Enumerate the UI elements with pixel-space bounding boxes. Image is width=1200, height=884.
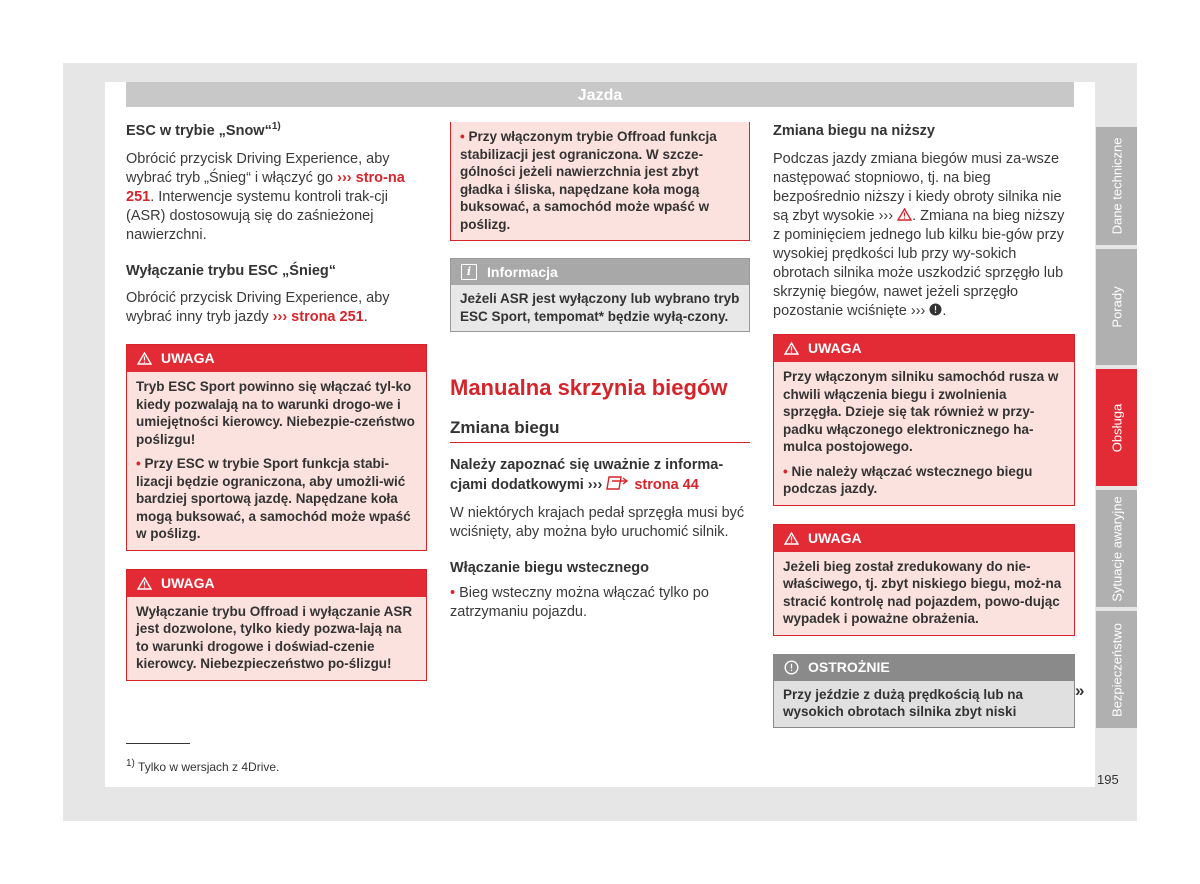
info-header: i Informacja [451,259,749,285]
caution-body: Przy jeździe z dużą prędkością lub na wysokich obrotach silnika zbyt niski [774,681,1074,727]
info-icon: i [461,264,477,280]
warning-triangle-icon [897,208,912,221]
tab-obsluga[interactable]: Obsługa [1096,369,1137,486]
book-reference-icon [606,475,630,491]
page-link[interactable]: ››› stro-na 251 [126,170,405,205]
caution-circle-icon [929,303,942,316]
warning-triangle-icon [784,342,799,355]
warning-box [126,344,427,551]
column-right [773,122,1075,728]
heading-esc-snow-off: Wyłączanie trybu ESC „Śnieg“ [126,263,337,279]
warning-triangle-icon [137,352,152,365]
warning-body: Przy włączonym silniku samochód rusza w chwili włączenia biegu i zwolnienia sprzęgła. Dzieje się tak również w przy-padku włączonego elektronicznego ha-mulca postojowego. • Nie należy włączać wstecznego biegu podczas jazdy. [774,362,1074,505]
tab-bezpieczenstwo[interactable]: Bezpieczeństwo [1096,611,1137,728]
heading-downshift: Zmiana biegu na niższy [773,123,935,139]
warning-header: UWAGA [774,525,1074,552]
info-box [450,258,750,332]
caution-box [773,654,1075,728]
warning-triangle-icon [137,577,152,590]
chapter-header: Jazda [126,82,1074,107]
warning-triangle-icon [784,532,799,545]
paragraph-esc-snow: Obrócić przycisk Driving Experience, aby wybrać tryb „Śnieg“ i włączyć go ››› stro-na 251. Interwencje systemu kontroli trak-cji (ASR) dostosowują się do zaśnieżonej nawierzchni. [126,151,405,243]
bullet-reverse-gear: • Bieg wsteczny można włączać tylko po zatrzymaniu pojazdu. [450,585,709,620]
footnote-divider [126,743,190,744]
warning-box-continued [450,122,750,241]
warning-body: • Przy włączonym trybie Offroad funkcja stabilizacji jest ograniczona. W szcze-gólności jeżeli nawierzchnia jest zbyt gładka i śliska, napędzane koła mogą buksować, a samochód może wpaść w poślizg. [451,122,749,240]
warning-header: UWAGA [127,570,426,597]
tab-dane-techniczne[interactable]: Dane techniczne [1096,127,1137,245]
page-link[interactable]: ››› strona 251 [272,309,364,325]
heading-esc-snow: ESC w trybie „Snow“$^{1)}$ [126,121,281,139]
paragraph-downshift: Podczas jazdy zmiana biegów musi za-wsze następować stopniowo, tj. na bieg bezpośrednio niższy i kiedy obroty silnika nie są zbyt wysokie ››› . Zmiana na bieg niższy z pominięciem jednego lub kilku bie-gów przy wysokiej prędkości lub przy wy-sokich obrotach silnika może uszkodzić sprzęgło lub skrzynię biegów, nawet jeżeli sprzęgło pozostanie wciśnięte ››› . [773,151,1065,319]
warning-header: UWAGA [774,335,1074,362]
warning-body: Tryb ESC Sport powinno się włączać tyl-ko kiedy pozwalają na to warunki drogo-we i umiejętności kierowcy. Niebezpie-czeństwo poślizgu! • Przy ESC w trybie Sport funkcja stabi-lizacji będzie ograniczona, aby umożli-wić bardziej sportową jazdę. Napędzane koła mogą buksować, a samochód może wpaść w poślizg. [127,372,426,550]
page-link[interactable]: strona 44 [634,477,699,493]
warning-box [126,569,427,681]
subsection-title: Zmiana biegu [450,417,750,443]
section-title: Manualna skrzynia biegów [450,375,728,400]
tab-sytuacje-awaryjne[interactable]: Sytuacje awaryjne [1096,490,1137,607]
paragraph-esc-snow-off: Obrócić przycisk Driving Experience, aby wybrać inny tryb jazdy ››› strona 251. [126,290,390,325]
warning-body: Wyłączanie trybu Offroad i wyłączanie ASR jest dozwolone, tylko kiedy pozwa-lają na to warunki drogowe i doświad-czenie kierowcy. Niebezpieczeństwo po-ślizgu! [127,597,426,680]
warning-body: Jeżeli bieg został zredukowany do nie-właściwego, tj. zbyt niskiego biegu, moż-na stracić kontrolę nad pojazdem, powo-dując wypadek i poważne obrażenia. [774,552,1074,635]
column-middle [450,122,750,622]
tab-porady[interactable]: Porady [1096,249,1137,365]
warning-box [773,334,1075,506]
page-number: 195 [1097,772,1119,787]
footnote: $^{1)}$ Tylko w wersjach z 4Drive. [126,758,280,774]
column-left [126,122,427,681]
info-body: Jeżeli ASR jest wyłączony lub wybrano tryb ESC Sport, tempomat* będzie wyłą-czony. [451,285,749,331]
warning-box [773,524,1075,636]
intro-paragraph: Należy zapoznać się uważnie z informa-cjami dodatkowymi ››› strona 44 [450,457,724,493]
caution-circle-icon [784,660,799,675]
heading-reverse-gear: Włączanie biegu wstecznego [450,560,650,576]
continued-marker: » [1075,681,1085,700]
caution-header: OSTROŻNIE [774,655,1074,681]
paragraph-clutch: W niektórych krajach pedał sprzęgła musi być wciśnięty, aby można było uruchomić silnik. [450,505,745,540]
warning-header: UWAGA [127,345,426,372]
